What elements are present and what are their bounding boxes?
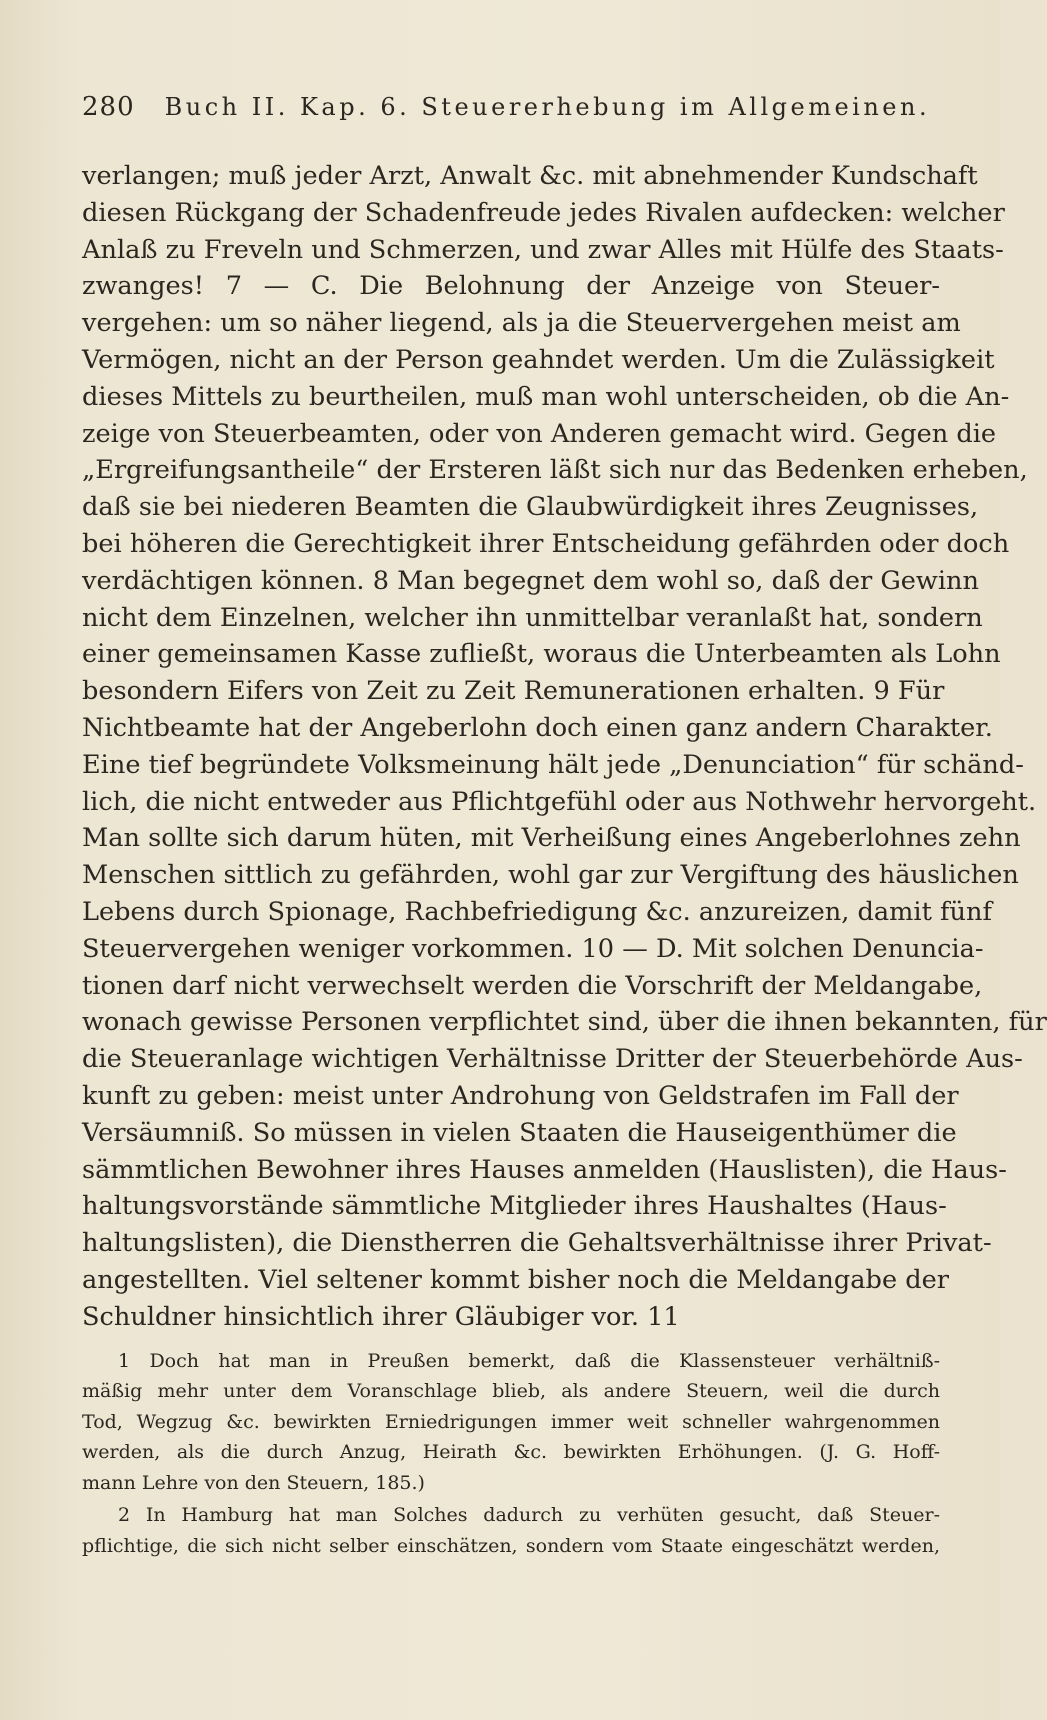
text-line: Steuervergehen weniger vorkommen. 10 — D. Mit solchen Denuncia- <box>82 933 984 964</box>
text-line: die Steueranlage wichtigen Verhältnisse Dritter der Steuerbehörde Aus- <box>82 1044 1023 1075</box>
text-line: zeige von Steuerbeamten, oder von Anderen gemacht wird. Gegen die <box>82 418 997 449</box>
text-line: zwanges! 7 — C. Die Belohnung der Anzeige von Steuer- <box>82 271 940 302</box>
running-head <box>82 92 940 122</box>
text-line: daß sie bei niederen Beamten die Glaubwürdigkeit ihres Zeugnisses, <box>82 492 979 523</box>
text-line: dieses Mittels zu beurtheilen, muß man wohl unterscheiden, ob die An- <box>82 381 1010 412</box>
text-line: haltungslisten), die Dienstherren die Gehaltsverhältnisse ihrer Privat- <box>82 1228 992 1259</box>
footnotes <box>82 1346 940 1562</box>
text-line: „Ergreifungsantheile“ der Ersteren läßt sich nur das Bedenken erheben, <box>82 455 1028 486</box>
footnote-line: mäßig mehr unter dem Voranschlage blieb, als andere Steuern, weil die durch <box>82 1380 940 1402</box>
text-line: kunft zu geben: meist unter Androhung von Geldstrafen im Fall der <box>82 1080 959 1111</box>
body-text <box>82 158 1047 1336</box>
text-line: wonach gewisse Personen verpflichtet sind, über die ihnen bekannten, für <box>82 1007 1047 1038</box>
text-line: sämmtlichen Bewohner ihres Hauses anmelden (Hauslisten), die Haus- <box>82 1154 1007 1185</box>
text-line: Versäumniß. So müssen in vielen Staaten die Hauseigenthümer die <box>82 1117 957 1148</box>
text-line: Menschen sittlich zu gefährden, wohl gar zur Vergiftung des häuslichen <box>82 860 1019 891</box>
footnote-line: pflichtige, die sich nicht selber einschätzen, sondern vom Staate eingeschätzt werden, <box>82 1534 940 1557</box>
footnote-line: mann Lehre von den Steuern, 185.) <box>82 1471 425 1494</box>
text-line: verdächtigen können. 8 Man begegnet dem wohl so, daß der Gewinn <box>82 565 979 596</box>
text-line: Lebens durch Spionage, Rachbefriedigung &c. anzureizen, damit fünf <box>82 896 992 927</box>
page-number: 280 <box>82 92 135 122</box>
text-line: lich, die nicht entweder aus Pflichtgefühl oder aus Nothwehr hervorgeht. <box>82 786 1037 817</box>
text-line: haltungsvorstände sämmtliche Mitglieder ihres Haushaltes (Haus- <box>82 1191 947 1222</box>
text-line: besondern Eifers von Zeit zu Zeit Remunerationen erhalten. 9 Für <box>82 676 945 707</box>
footnote-line: werden, als die durch Anzug, Heirath &c. bewirkten Erhöhungen. (J. G. Hoff- <box>82 1441 940 1463</box>
footnote-line: Tod, Wegzug &c. bewirkten Erniedrigungen immer weit schneller wahrgenommen <box>82 1410 940 1433</box>
text-line: Eine tief begründete Volksmeinung hält jede „Denunciation“ für schänd- <box>82 749 1024 780</box>
text-line: Anlaß zu Freveln und Schmerzen, und zwar Alles mit Hülfe des Staats- <box>82 234 1004 265</box>
text-line: bei höheren die Gerechtigkeit ihrer Entscheidung gefährden oder doch <box>82 528 1010 559</box>
text-line: Vermögen, nicht an der Person geahndet werden. Um die Zulässigkeit <box>82 344 995 375</box>
footnote-first-line: 1 Doch hat man in Preußen bemerkt, daß die Klassensteuer verhältniß- <box>118 1349 940 1372</box>
text-line: diesen Rückgang der Schadenfreude jedes Rivalen aufdecken: welcher <box>82 197 1005 228</box>
text-line: vergehen: um so näher liegend, als ja die Steuervergehen meist am <box>82 308 961 339</box>
text-line: Man sollte sich darum hüten, mit Verheißung eines Angeberlohnes zehn <box>82 823 1021 854</box>
text-line: tionen darf nicht verwechselt werden die Vorschrift der Meldangabe, <box>82 970 983 1001</box>
text-line: einer gemeinsamen Kasse zufließt, woraus die Unterbeamten als Lohn <box>82 639 1001 670</box>
text-line: Schuldner hinsichtlich ihrer Gläubiger vor. 11 <box>82 1301 680 1332</box>
footnote-first-line: 2 In Hamburg hat man Solches dadurch zu verhüten gesucht, daß Steuer- <box>118 1504 940 1526</box>
text-line: nicht dem Einzelnen, welcher ihn unmittelbar veranlaßt hat, sondern <box>82 602 983 633</box>
text-line: verlangen; muß jeder Arzt, Anwalt &c. mit abnehmender Kundschaft <box>82 161 978 191</box>
running-title: Buch II. Kap. 6. Steuererhebung im Allgemeinen. <box>164 93 931 121</box>
text-line: Nichtbeamte hat der Angeberlohn doch einen ganz andern Charakter. <box>82 712 993 743</box>
text-line: angestellten. Viel seltener kommt bisher noch die Meldangabe der <box>82 1264 949 1295</box>
